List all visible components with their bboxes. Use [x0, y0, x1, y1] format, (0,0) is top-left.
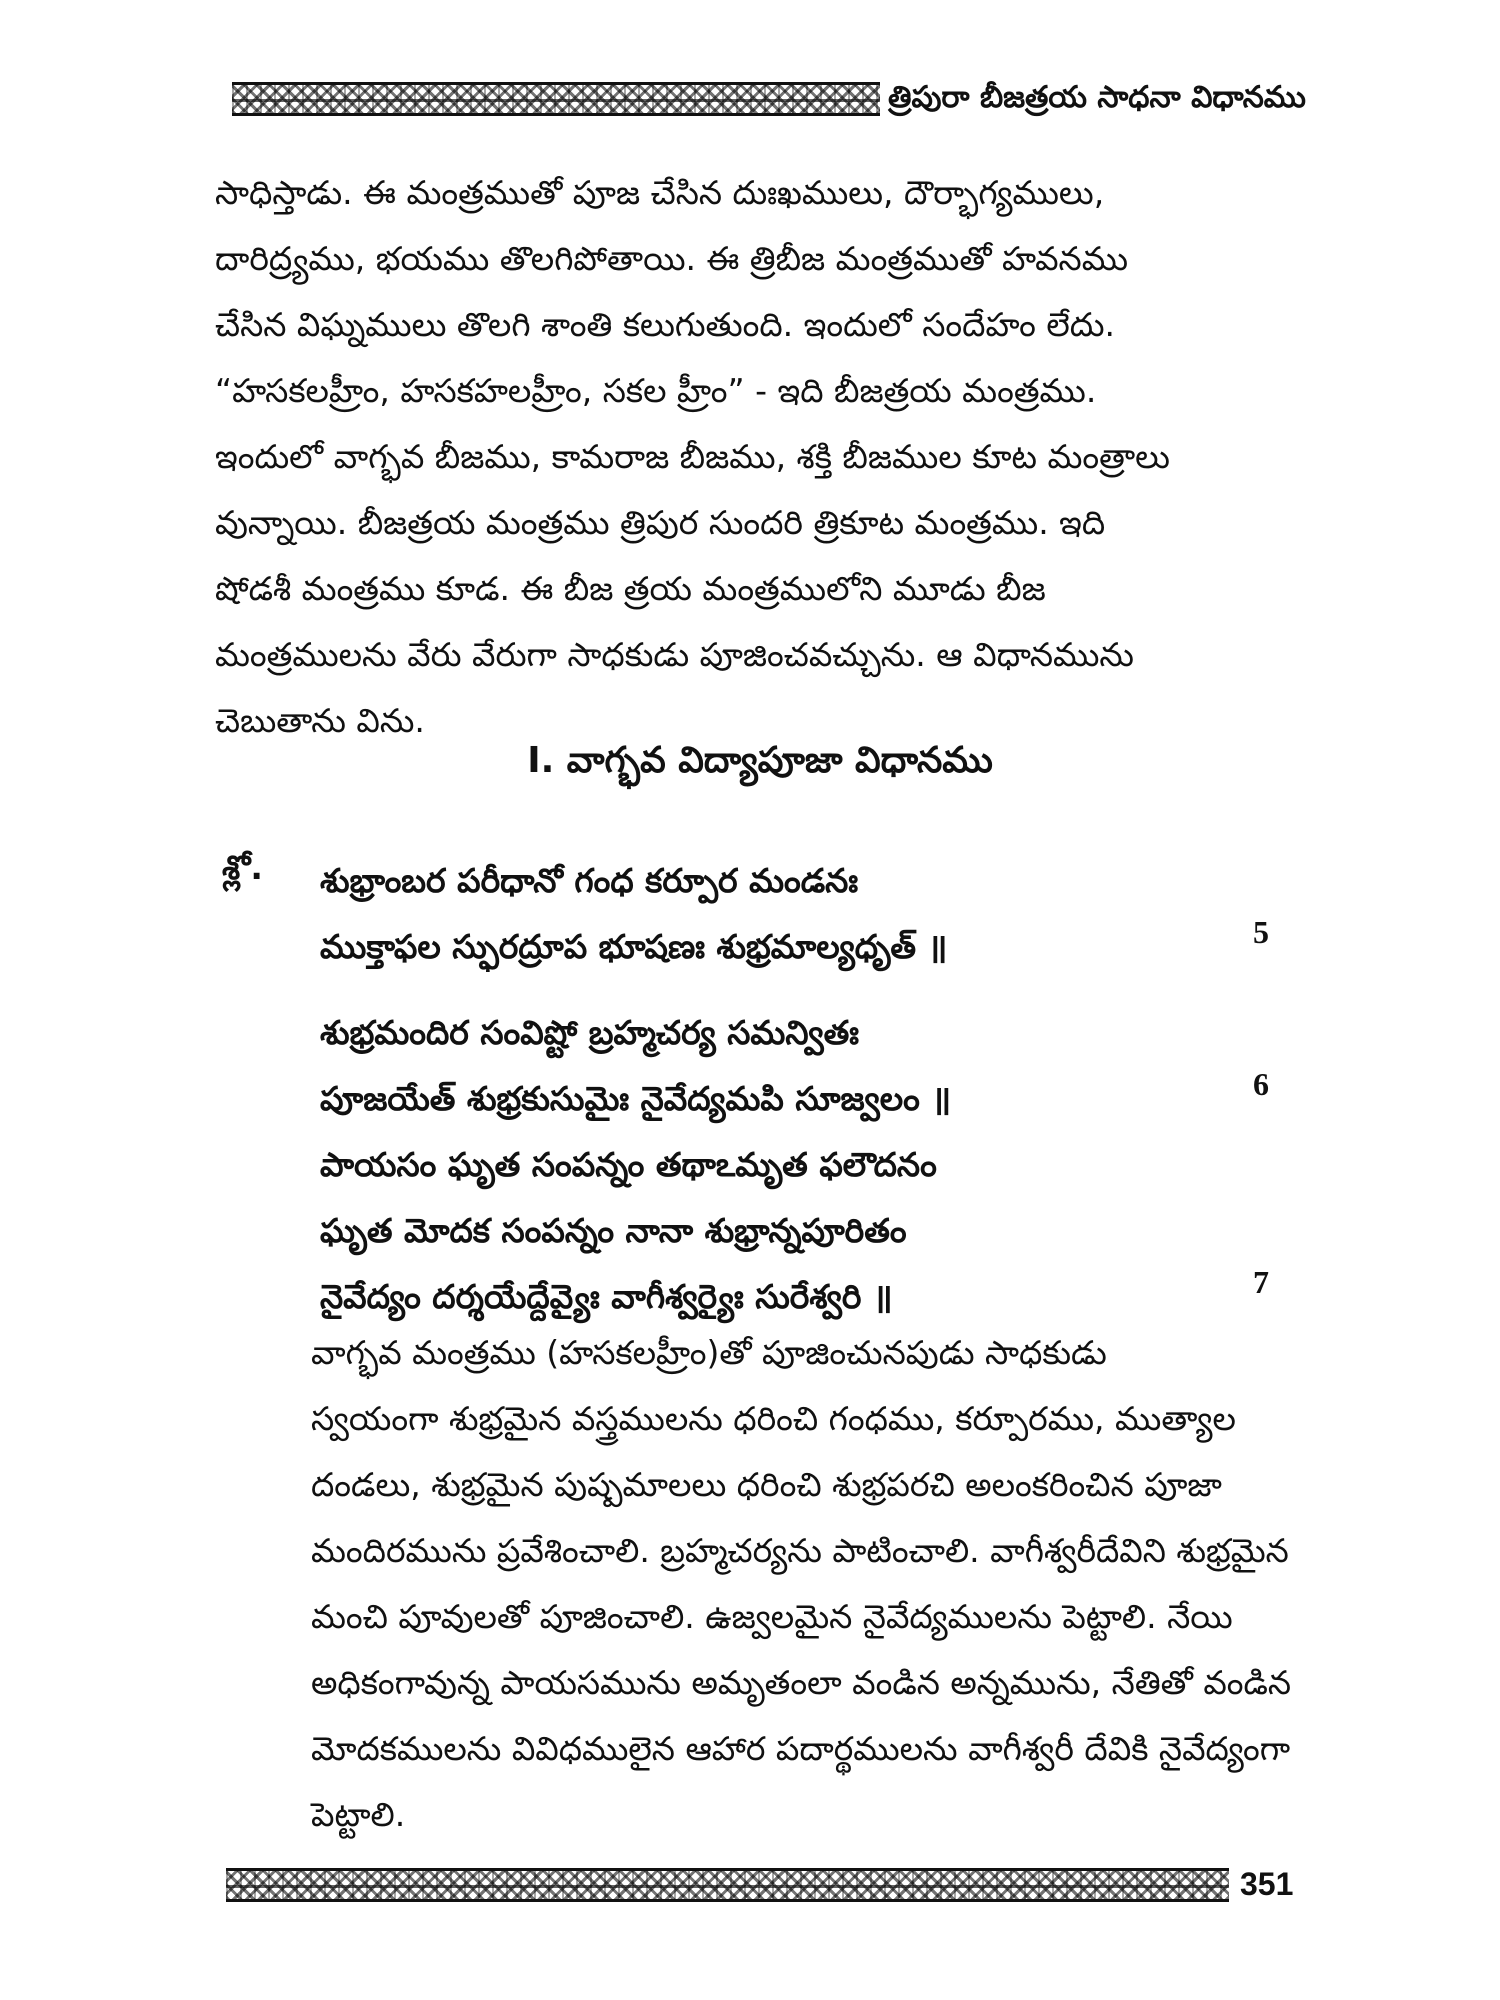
- text-line: మంచి పూవులతో పూజించాలి. ఉజ్వలమైన నైవేద్యములను పెట్టాలి. నేయి: [311, 1597, 1233, 1636]
- verse-block: [320, 848, 1280, 980]
- verse-line: శుభ్రాంబర పరీధానో గంధ కర్పూర మండనః: [320, 861, 859, 900]
- text-line: మంత్రములను వేరు వేరుగా సాధకుడు పూజించవచ్చును. ఆ విధానమును: [215, 635, 1134, 674]
- shloka-label: శ్లో.: [222, 848, 263, 887]
- verse-block: [320, 1132, 1280, 1330]
- verse-block: [320, 1000, 1280, 1132]
- text-line: స్వయంగా శుభ్రమైన వస్త్రములను ధరించి గంధము, కర్పూరము, ముత్యాల: [311, 1399, 1236, 1438]
- text-line: దారిద్ర్యము, భయము తొలగిపోతాయి. ఈ త్రిబీజ మంత్రముతో హవనము: [215, 239, 1129, 278]
- text-line: అధికంగావున్న పాయసమును అమృతంలా వండిన అన్నమును, నేతితో వండిన: [311, 1663, 1292, 1702]
- text-line: వాగ్భవ మంత్రము (హసకలహ్రీం)తో పూజించునపుడు సాధకుడు: [311, 1333, 1107, 1372]
- verse-number: 5: [1253, 914, 1269, 950]
- header-ornamental-border: [232, 82, 880, 116]
- verse-line: పూజయేత్ శుభ్రకుసుమైః నైవేద్యమపి సూజ్వలం ॥: [320, 1079, 952, 1118]
- text-line: సాధిస్తాడు. ఈ మంత్రముతో పూజ చేసిన దుఃఖములు, దౌర్భాగ్యములు,: [215, 173, 1105, 212]
- text-line: షోడశీ మంత్రము కూడ. ఈ బీజ త్రయ మంత్రములోని మూడు బీజ: [215, 569, 1046, 608]
- text-line: ఇందులో వాగ్భవ బీజము, కామరాజ బీజము, శక్తి బీజముల కూట మంత్రాలు: [215, 437, 1170, 476]
- verse-number: 7: [1253, 1264, 1269, 1300]
- page-number: 351: [1240, 1866, 1294, 1902]
- verse-line: నైవేద్యం దర్శయేద్దేవ్యైః వాగీశ్వర్యైః సురేశ్వరి ॥: [320, 1277, 893, 1316]
- verse-line: శుభ్రమందిర సంవిష్టో బ్రహ్మచర్య సమన్వితః: [320, 1013, 860, 1052]
- body-paragraph: [215, 1320, 1305, 1848]
- text-line: “హసకలహ్రీం, హసకహలహ్రీం, సకల హ్రీం” - ఇది బీజత్రయ మంత్రము.: [215, 371, 1097, 410]
- verse-line: పాయసం ఘృత సంపన్నం తథాఽమృత ఫలౌదనం: [320, 1145, 937, 1184]
- text-line: వున్నాయి. బీజత్రయ మంత్రము త్రిపుర సుందరి త్రికూట మంత్రము. ఇది: [215, 503, 1106, 542]
- footer-ornamental-border: [226, 1868, 1229, 1902]
- section-heading: I. వాగ్భవ విద్యాపూజా విధానము: [527, 740, 993, 781]
- running-header: త్రిపురా బీజత్రయ సాధనా విధానము: [888, 80, 1306, 115]
- verse-line: ఘృత మోదక సంపన్నం నానా శుభ్రాన్నపూరితం: [320, 1211, 907, 1250]
- text-line: మోదకములను వివిధములైన ఆహార పదార్థములను వాగీశ్వరీ దేవికి నైవేద్యంగా: [311, 1729, 1291, 1768]
- verse-line: ముక్తాఫల స్ఫురద్రూప భూషణః శుభ్రమాల్యధృత్ ॥: [320, 927, 948, 966]
- text-line: పెట్టాలి.: [311, 1795, 406, 1834]
- body-paragraph: [215, 160, 1305, 754]
- text-line: చేసిన విఘ్నములు తొలగి శాంతి కలుగుతుంది. ఇందులో సందేహం లేదు.: [215, 305, 1116, 344]
- verse-number: 6: [1253, 1066, 1269, 1102]
- text-line: దండలు, శుభ్రమైన పుష్పమాలలు ధరించి శుభ్రపరచి అలంకరించిన పూజా: [311, 1465, 1222, 1504]
- text-line: మందిరమును ప్రవేశించాలి. బ్రహ్మచర్యను పాటించాలి. వాగీశ్వరీదేవిని శుభ్రమైన: [311, 1531, 1289, 1570]
- text-line: చెబుతాను విను.: [215, 701, 425, 740]
